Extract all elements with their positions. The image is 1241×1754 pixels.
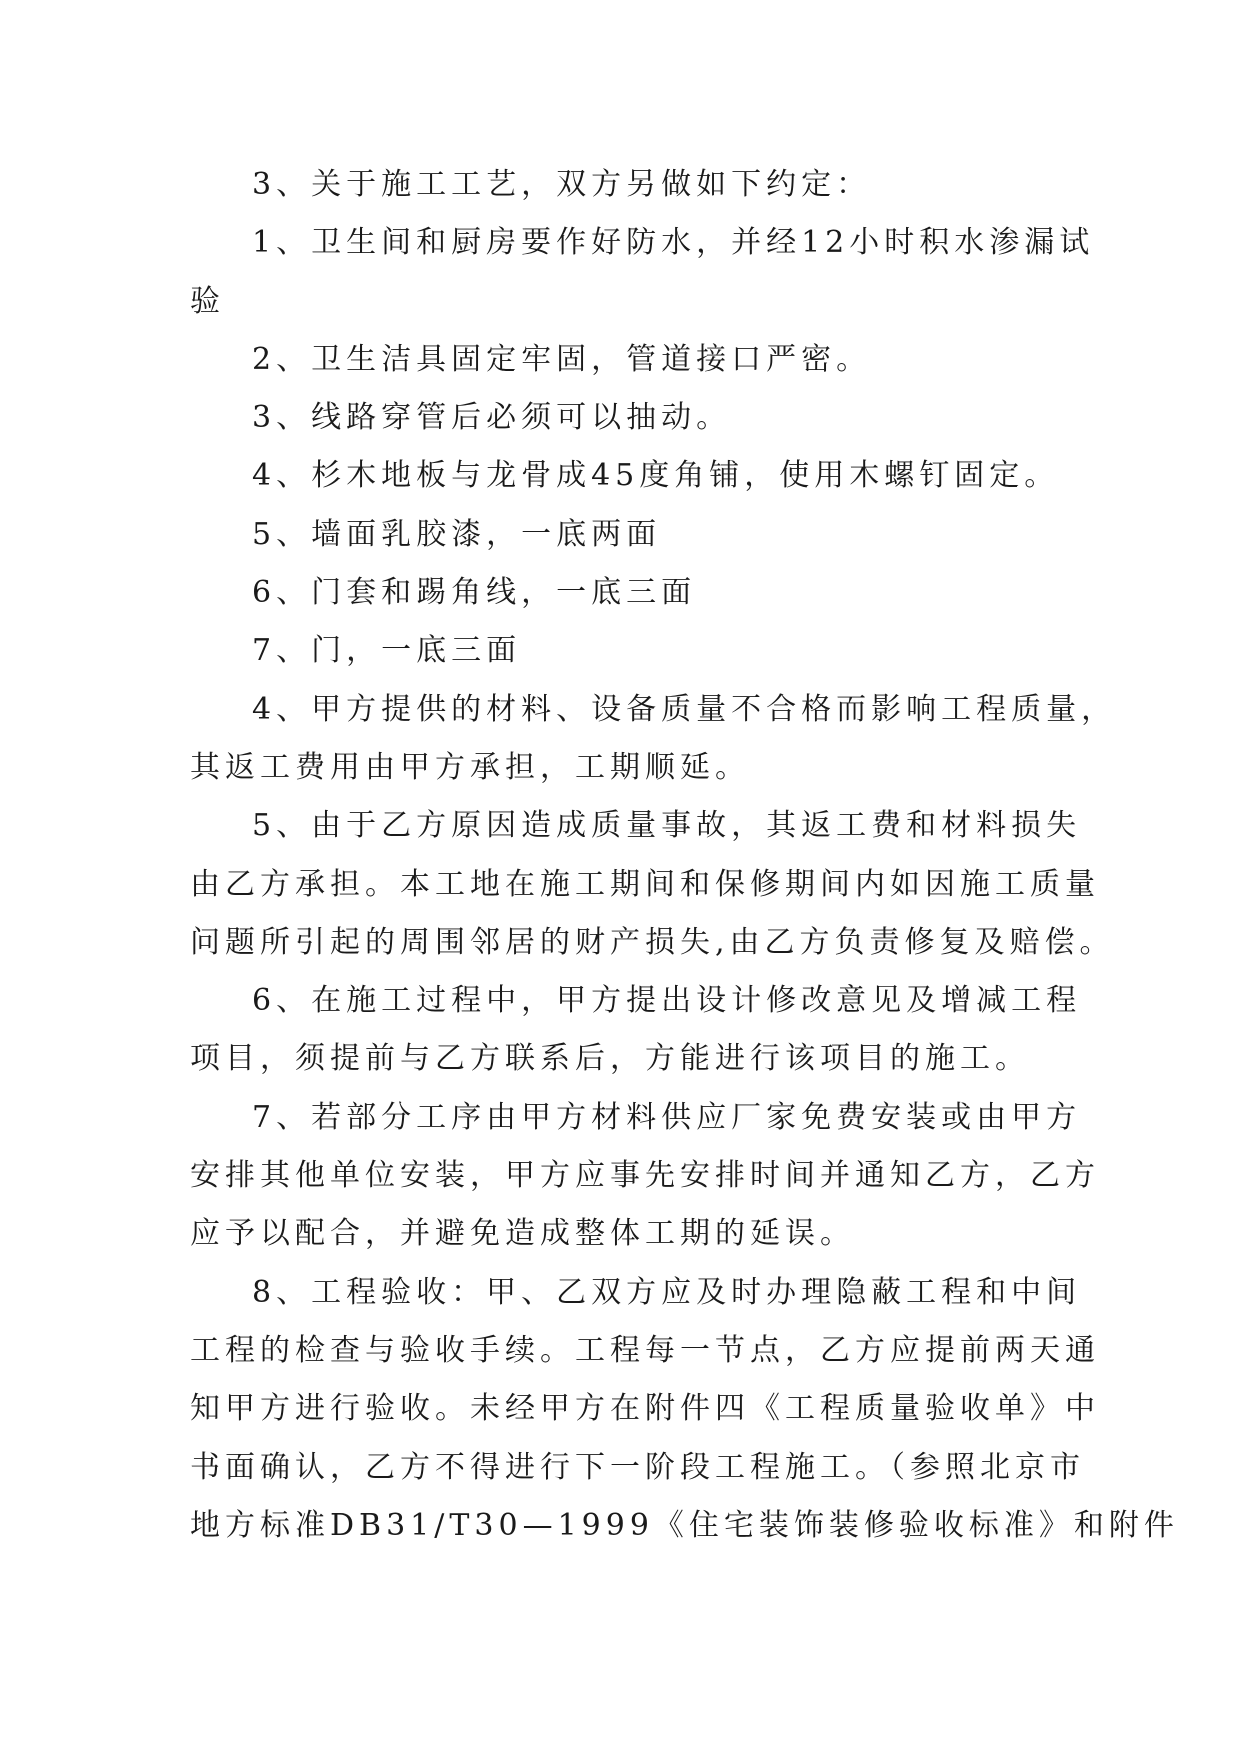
text-line: 3、关于施工工艺，双方另做如下约定： (252, 167, 872, 202)
text-line: 3、线路穿管后必须可以抽动。 (252, 400, 732, 436)
text-line: 8、工程验收：甲、乙双方应及时办理隐蔽工程和中间 (252, 1274, 1082, 1310)
text-line: 5、由于乙方原因造成质量事故，其返工费和材料损失 (252, 808, 1082, 844)
text-line: 书面确认，乙方不得进行下一阶段工程施工。（参照北京市 (190, 1449, 1085, 1485)
text-line: 其返工费用由甲方承担，工期顺延。 (190, 749, 750, 785)
text-line: 验 (190, 283, 225, 319)
text-line: 5、墙面乳胶漆，一底两面 (252, 516, 662, 552)
text-line: 7、若部分工序由甲方材料供应厂家免费安装或由甲方 (252, 1099, 1082, 1135)
text-line: 问题所引起的周围邻居的财产损失,由乙方负责修复及赔偿。 (190, 924, 1115, 960)
text-line: 2、卫生洁具固定牢固，管道接口严密。 (252, 341, 872, 377)
text-line: 1、卫生间和厨房要作好防水，并经12小时积水渗漏试 (252, 225, 1095, 261)
text-line: 知甲方进行验收。未经甲方在附件四《工程质量验收单》中 (190, 1391, 1100, 1427)
text-line: 6、门套和踢角线，一底三面 (252, 575, 697, 611)
text-line: 地方标准DB31/T30—1999《住宅装饰装修验收标准》和附件 (190, 1507, 1179, 1543)
text-line: 安排其他单位安装，甲方应事先安排时间并通知乙方，乙方 (190, 1158, 1100, 1194)
text-line: 7、门，一底三面 (252, 633, 522, 669)
text-line: 应予以配合，并避免造成整体工期的延误。 (190, 1216, 855, 1252)
text-line: 4、甲方提供的材料、设备质量不合格而影响工程质量， (252, 691, 1117, 727)
text-line: 4、杉木地板与龙骨成45度角铺，使用木螺钉固定。 (252, 458, 1060, 494)
text-line: 工程的检查与验收手续。工程每一节点，乙方应提前两天通 (190, 1332, 1100, 1368)
text-line: 由乙方承担。本工地在施工期间和保修期间内如因施工质量 (190, 866, 1100, 902)
document-body (190, 156, 1179, 1555)
text-line: 6、在施工过程中，甲方提出设计修改意见及增减工程 (252, 983, 1082, 1019)
text-line: 项目，须提前与乙方联系后，方能进行该项目的施工。 (190, 1041, 1030, 1077)
